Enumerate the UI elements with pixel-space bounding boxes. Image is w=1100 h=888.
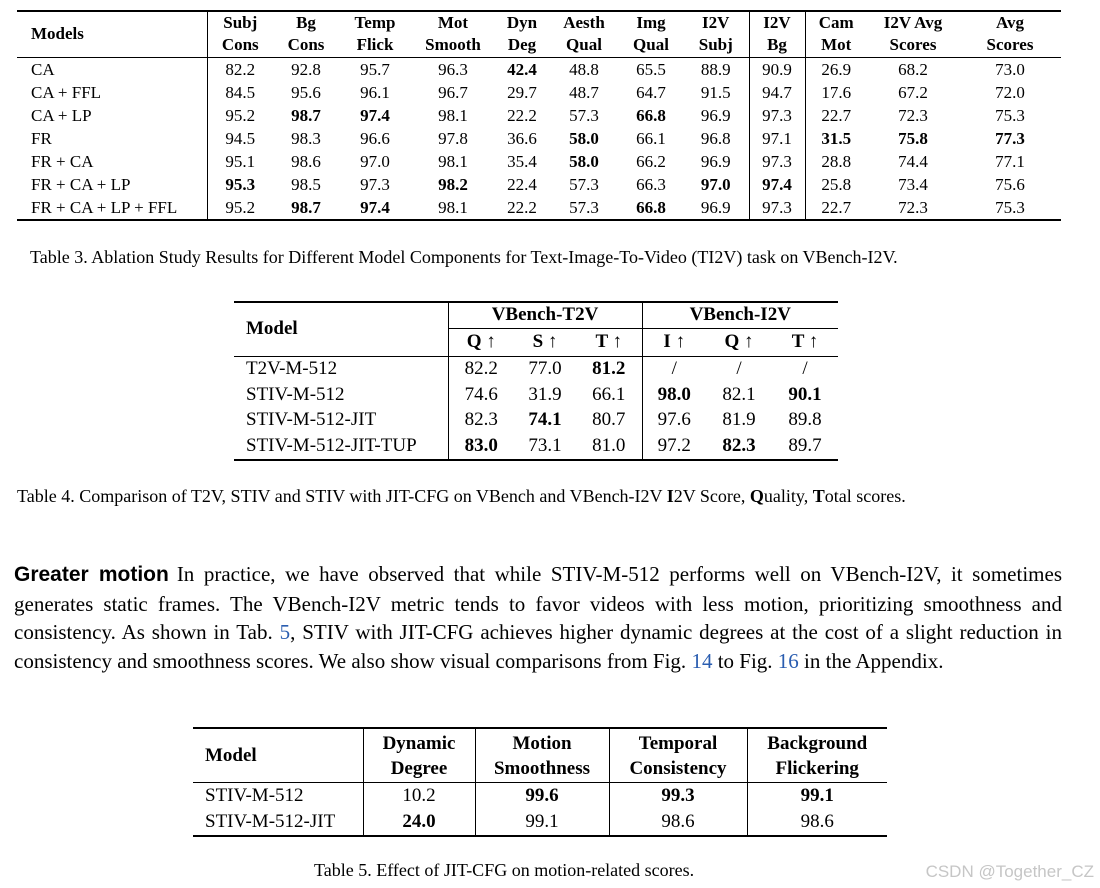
table-5-col-header [193,728,363,783]
score-cell: 95.1 [225,151,256,171]
table-row [17,104,1061,127]
header-line: Models [31,24,84,44]
table-row [17,57,1061,81]
score-cell: 57.3 [569,174,599,194]
score-cell: 22.4 [507,174,537,194]
score-cell: 36.6 [507,128,537,148]
model-name-cell: CA + LP [17,104,207,127]
caption-text: uality, [763,486,813,506]
score-cell: / [802,358,808,380]
score-cell: 88.9 [683,57,749,81]
model-name-cell: FR + CA [17,150,207,173]
table-3-col-header [339,11,411,57]
score-cell: 48.7 [569,82,599,102]
header-line: I2V [763,13,791,33]
score-cell: 74.1 [528,409,562,431]
score-cell: 10.2 [363,783,475,810]
score-cell: 66.2 [636,151,666,171]
score-cell: 97.1 [749,127,805,150]
score-cell: 95.2 [225,197,256,217]
score-cell: 97.4 [360,197,390,217]
score-cell: 97.3 [749,150,805,173]
score-cell: 65.5 [636,59,666,79]
score-cell: 80.7 [576,408,642,434]
model-name-cell: STIV-M-512-JIT-TUP [234,433,448,460]
score-cell: 96.7 [438,82,468,102]
header-line: Scores [986,35,1034,55]
score-cell: 96.9 [683,150,749,173]
score-cell: 77.3 [995,128,1025,148]
score-cell: 98.1 [438,151,468,171]
table-4-metric-header: S ↑ [532,331,558,352]
table-4-metric-header: T ↑ [576,328,642,356]
header-line: Dyn [506,13,538,33]
score-cell: 98.0 [657,383,691,405]
table-3-caption: Table 3. Ablation Study Results for Different Model Components for Text-Image-To-Video (TI2V) task on VBench-I2V. [30,247,898,267]
paragraph-text: to Fig. [712,648,778,673]
table-3-col-header [749,11,805,57]
figure-16-link[interactable]: 16 [777,648,799,673]
score-cell: 24.0 [363,809,475,836]
header-line: Subj [698,35,733,55]
table-5-col-header [747,728,887,783]
score-cell: 74.6 [464,383,498,405]
table-3-col-header [549,11,619,57]
score-cell: 75.3 [995,105,1025,125]
score-cell: 31.9 [528,383,562,405]
score-cell: 73.4 [898,174,928,194]
score-cell: 94.7 [749,81,805,104]
score-cell: 82.3 [722,434,756,456]
table-4-model-header: Model [234,302,448,356]
table-5-caption: Table 5. Effect of JIT-CFG on motion-related scores. [314,860,695,880]
table-3-col-header [411,11,495,57]
table-5-col-header [475,728,609,783]
table-4-metric-header: Q ↑ [466,331,496,352]
header-line: Deg [507,35,537,55]
score-cell: 97.6 [657,409,691,431]
score-cell: 98.5 [291,174,321,194]
table-3-col-header [273,11,339,57]
score-cell: 26.9 [821,59,852,79]
table-5-col-header [609,728,747,783]
score-cell: 73.0 [995,59,1025,79]
model-name-cell: T2V-M-512 [234,356,448,382]
score-cell: 72.3 [898,197,928,217]
header-line: Aesth [563,13,605,33]
table-3-col-header [959,11,1061,57]
header-line: Mot [821,35,852,55]
score-cell: 77.1 [995,151,1025,171]
header-line: I2V [702,13,730,33]
score-cell: 95.7 [360,59,390,79]
score-cell: / [671,358,677,380]
score-cell: 48.8 [569,59,599,79]
caption-text: otal scores. [824,486,906,506]
header-line: Avg [995,13,1024,33]
table-4-comparison [234,301,838,461]
table-row [17,81,1061,104]
model-name-cell: FR + CA + LP [17,173,207,196]
score-cell: 97.0 [360,151,390,171]
score-cell: 74.4 [898,151,928,171]
score-cell: 25.8 [821,174,852,194]
header-line: Cam [818,13,854,33]
score-cell: 83.0 [464,434,498,456]
header-line: Flickering [775,757,859,779]
score-cell: 72.3 [898,105,928,125]
score-cell: 90.9 [749,57,805,81]
table-4-group-t2v: VBench-T2V [448,302,642,328]
score-cell: 57.3 [569,197,599,217]
score-cell: 99.3 [609,783,747,810]
table-3-col-header [805,11,867,57]
table-row [234,356,838,382]
score-cell: 66.8 [636,105,666,125]
score-cell: 98.1 [438,105,468,125]
score-cell: 22.7 [821,197,852,217]
score-cell: 96.6 [360,128,390,148]
score-cell: 64.7 [636,82,666,102]
score-cell: 98.7 [291,197,321,217]
score-cell: 82.2 [464,358,498,380]
table-3-ablation [17,10,1061,221]
score-cell: 96.8 [683,127,749,150]
score-cell: 98.2 [438,174,468,194]
table-5-body [193,783,887,837]
header-line: Flick [356,35,394,55]
header-line: Bg [767,35,787,55]
model-name-cell: FR + CA + LP + FFL [17,196,207,220]
score-cell: 42.4 [507,59,537,79]
header-line: Smooth [425,35,481,55]
table-row [193,783,887,810]
table-row [17,150,1061,173]
table-3-col-header [683,11,749,57]
score-cell: 57.3 [569,105,599,125]
score-cell: 66.8 [636,197,666,217]
score-cell: 72.0 [995,82,1025,102]
table-4-metric-header: I ↑ [663,331,686,352]
score-cell: 96.3 [438,59,468,79]
score-cell: 95.3 [225,174,256,194]
table-row [234,433,838,460]
score-cell: 96.9 [683,196,749,220]
greater-motion-paragraph [14,560,1062,675]
score-cell: 97.8 [438,128,468,148]
score-cell: 97.3 [749,196,805,220]
score-cell: 22.7 [821,105,852,125]
table-4-metric-header: T ↑ [791,331,819,352]
score-cell: 81.9 [722,409,756,431]
header-line: Background [767,732,868,754]
score-cell: 82.2 [225,59,256,79]
score-cell: 81.2 [576,356,642,382]
table-3-col-header [619,11,683,57]
score-cell: 98.6 [291,151,321,171]
score-cell: 89.8 [788,409,822,431]
score-cell: 95.2 [225,105,256,125]
score-cell: 89.7 [788,434,822,456]
score-cell: 66.3 [636,174,666,194]
score-cell: 73.1 [528,434,562,456]
score-cell: 58.0 [569,151,599,171]
score-cell: 97.3 [749,104,805,127]
paragraph-heading: Greater motion [14,563,169,586]
score-cell: 96.9 [683,104,749,127]
table-row [17,127,1061,150]
score-cell: 96.1 [360,82,390,102]
score-cell: 82.1 [722,383,756,405]
score-cell: 98.3 [291,128,321,148]
model-name-cell: STIV-M-512-JIT [193,809,363,836]
table-3-body [17,57,1061,220]
score-cell: 17.6 [821,82,852,102]
table-row [193,809,887,836]
header-line: Dynamic [382,732,456,754]
score-cell: 98.7 [291,105,321,125]
score-cell: 95.6 [291,82,321,102]
score-cell: 99.6 [475,783,609,810]
score-cell: 94.5 [225,128,256,148]
header-line: Consistency [629,757,727,779]
score-cell: 68.2 [898,59,928,79]
table-3-col-header [495,11,549,57]
score-cell: 92.8 [291,59,321,79]
model-name-cell: CA [17,57,207,81]
score-cell: 98.6 [800,811,834,832]
paragraph-text: In practice, we have observed that while STIV-M-512 performs well on VBench-I2V, it sometimes generates static frames. The VBench-I2V metric tends to favor videos with less motion, prioritizing smoothness and consistency. As shown in Tab. [14,562,1062,644]
score-cell: 58.0 [569,128,599,148]
score-cell: 97.2 [657,434,691,456]
header-line: Subj [223,13,258,33]
model-name-cell: FR [17,127,207,150]
header-line: Scores [889,35,937,55]
score-cell: 97.3 [360,174,390,194]
caption-text: Table 4. Comparison of T2V, STIV and STIV with JIT-CFG on VBench and VBench-I2V [17,486,667,506]
header-line: Img [636,13,666,33]
header-line: Temp [354,13,396,33]
score-cell: 91.5 [683,81,749,104]
header-line: Qual [566,35,602,55]
score-cell: 22.2 [507,197,537,217]
score-cell: / [736,358,742,380]
score-cell: 97.4 [749,173,805,196]
model-name-cell: STIV-M-512 [193,783,363,810]
header-line: Bg [296,13,316,33]
caption-bold: T [812,486,825,506]
header-line: Cons [221,35,259,55]
score-cell: 35.4 [507,151,537,171]
table-row [17,196,1061,220]
score-cell: 99.1 [475,809,609,836]
table-3-col-header [867,11,959,57]
score-cell: 75.3 [995,197,1025,217]
table-row [17,173,1061,196]
header-line: Smoothness [493,757,591,779]
score-cell: 28.8 [821,151,852,171]
score-cell: 97.4 [360,105,390,125]
score-cell: 81.0 [576,433,642,460]
table-5-motion-scores [193,727,887,837]
score-cell: 67.2 [898,82,928,102]
score-cell: 75.8 [898,128,928,148]
table-4-body [234,356,838,460]
paragraph-text: in the Appendix. [798,648,944,673]
table-4-group-i2v: VBench-I2V [689,304,791,326]
table-5-link[interactable]: 5 [279,620,291,644]
score-cell: 77.0 [528,358,562,380]
score-cell: 98.6 [609,809,747,836]
header-line: Cons [287,35,325,55]
paragraph-text: , STIV with JIT-CFG achieves higher dynamic degrees at the cost of a slight reduction in consistency and smoothness scores. We also show visual comparisons from Fig. [14,620,1062,673]
header-line: Mot [437,13,469,33]
score-cell: 66.1 [576,382,642,408]
model-name-cell: STIV-M-512-JIT [234,408,448,434]
score-cell: 75.6 [995,174,1025,194]
model-name-cell: CA + FFL [17,81,207,104]
score-cell: 22.2 [507,105,537,125]
model-name-cell: STIV-M-512 [234,382,448,408]
header-line: Temporal [638,732,718,754]
table-3-col-header [207,11,273,57]
score-cell: 97.0 [683,173,749,196]
header-line: Motion [512,732,572,754]
header-line: I2V Avg [883,13,943,33]
watermark: CSDN @Together_CZ [925,862,1094,881]
table-row [234,382,838,408]
table-3-col-header [17,11,207,57]
header-line: Degree [390,757,448,779]
score-cell: 66.1 [636,128,666,148]
table-5-header-row [193,728,887,783]
table-4-metric-header: Q ↑ [724,331,754,352]
score-cell: 84.5 [225,82,256,102]
score-cell: 31.5 [821,128,852,148]
score-cell: 29.7 [507,82,537,102]
caption-text: 2V Score, [673,486,750,506]
score-cell: 98.1 [438,197,468,217]
table-3-header-row [17,11,1061,57]
table-5-col-header [363,728,475,783]
header-line: Model [205,745,257,766]
header-line: Qual [633,35,669,55]
caption-bold: Q [749,486,764,506]
score-cell: 99.1 [800,785,834,806]
caption-bold: I [666,486,674,506]
score-cell: 90.1 [788,383,822,405]
score-cell: 82.3 [464,409,498,431]
table-4-caption [17,486,906,507]
table-row [234,408,838,434]
figure-14-link[interactable]: 14 [691,648,713,673]
